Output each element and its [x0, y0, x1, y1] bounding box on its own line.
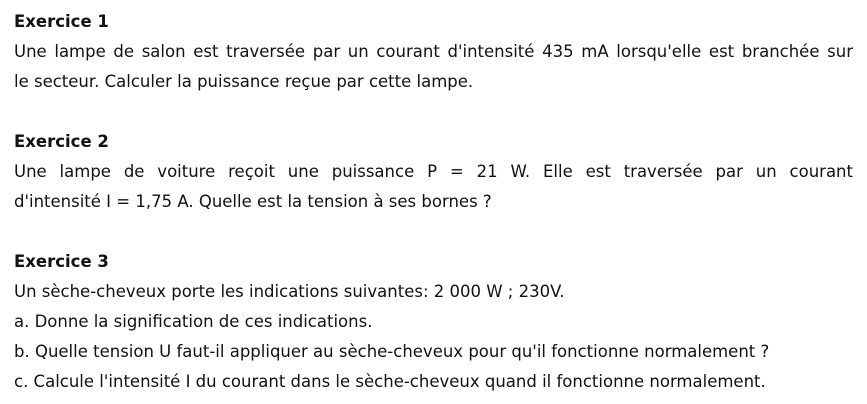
exercise-3-title: Exercice 3 — [14, 252, 109, 271]
exercise-3 — [14, 247, 853, 397]
exercise-2-title: Exercice 2 — [14, 132, 109, 151]
exercise-1-line-2: le secteur. Calculer la puissance reçue par cette lampe. — [14, 72, 474, 91]
exercise-1-text — [14, 37, 853, 97]
exercise-1-line-1: Une lampe de salon est traversée par un courant d'intensité 435 mA lorsqu'elle est branchée sur — [14, 42, 853, 61]
exercise-3-question-a: a. Donne la signification de ces indications. — [14, 312, 373, 331]
exercise-2-line-2: d'intensité I = 1,75 A. Quelle est la tension à ses bornes ? — [14, 192, 492, 211]
exercise-3-text — [14, 277, 853, 397]
exercise-1 — [14, 7, 853, 97]
exercise-3-question-b: b. Quelle tension U faut-il appliquer au sèche-cheveux pour qu'il fonctionne normalement ? — [14, 342, 770, 361]
exercise-3-line-1: Un sèche-cheveux porte les indications suivantes: 2 000 W ; 230V. — [14, 282, 565, 301]
exercise-2-text — [14, 157, 853, 217]
exercise-2 — [14, 127, 853, 217]
exercise-2-line-1: Une lampe de voiture reçoit une puissance P = 21 W. Elle est traversée par un courant — [14, 162, 853, 181]
exercise-3-question-c: c. Calcule l'intensité I du courant dans le sèche-cheveux quand il fonctionne normalement. — [14, 372, 766, 391]
exercise-1-title: Exercice 1 — [14, 12, 109, 31]
